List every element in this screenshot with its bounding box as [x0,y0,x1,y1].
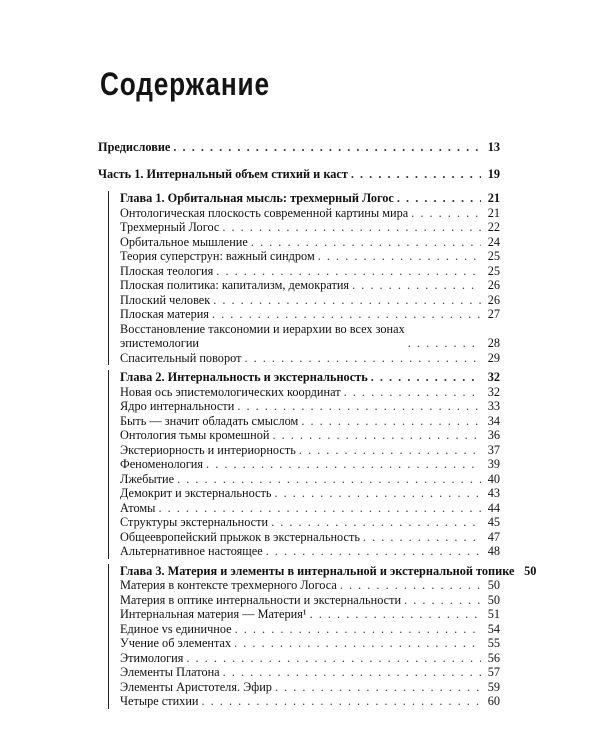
entry-page: 22 [487,220,500,234]
entry-page: 24 [487,234,500,249]
entry-page: 50 [524,563,537,578]
leader-dots [310,607,481,622]
entry-page: 51 [487,607,500,621]
leader-dots [344,385,481,400]
chapter-group-3 [98,563,537,709]
entry-page: 50 [487,592,500,607]
entry-page: 32 [487,370,500,384]
toc-entry-section[interactable] [120,351,500,366]
toc-entry-section[interactable] [120,399,500,414]
chapter-group-2 [98,370,500,559]
leader-dots [408,336,481,351]
entry-page: 37 [487,442,500,457]
leader-dots [271,515,481,530]
page-title: Содержание [100,66,270,102]
leader-dots [363,530,481,545]
toc-entry-section[interactable] [120,544,500,559]
leader-dots [186,651,481,666]
leader-dots [202,694,482,709]
leader-dots [212,307,481,322]
entry-page: 48 [487,544,500,558]
toc-entry-section[interactable] [120,220,500,235]
leader-dots [351,167,481,182]
entry-label: Элементы Аристотеля. Эфир [120,679,272,694]
entry-page: 25 [487,263,500,278]
entry-label: Онтология тьмы кромешной [120,428,270,442]
chapter-block [108,563,537,709]
entry-page: 26 [487,278,500,292]
entry-page: 40 [487,471,500,486]
entry-page: 19 [487,166,500,181]
entry-label: Атомы [120,500,156,515]
toc-entry-section[interactable] [120,385,500,400]
entry-label: Материя в контексте трехмерного Логоса [120,578,337,592]
entry-label: Глава 1. Орбитальная мысль: трехмерный Логос [120,191,394,205]
entry-label: Материя в оптике интернальности и экстернальности [120,592,402,607]
entry-page: 21 [487,191,500,205]
entry-label: Этимология [120,650,184,665]
entry-label: Трехмерный Логос [120,220,220,234]
entry-page: 32 [487,384,500,399]
entry-page: 55 [487,636,500,650]
entry-label: Спасительный поворот [120,350,242,365]
toc-entry-chapter-3[interactable] [120,563,537,579]
entry-label: Часть 1. Интернальный объем стихий и каст [98,166,348,181]
chapter-block [108,370,500,559]
toc-entry-chapter-1[interactable] [120,191,500,206]
entry-label: Новая ось эпистемологических координат [120,384,341,399]
entry-page: 44 [487,500,500,515]
toc-entry-section[interactable] [120,414,500,429]
leader-dots [173,140,481,155]
leader-dots [235,622,481,637]
toc-entry-section[interactable] [120,278,500,293]
toc-entry-section[interactable] [120,636,500,651]
entry-label: Плоская материя [120,307,209,321]
toc-entry-section[interactable] [120,515,500,530]
leader-dots [404,593,481,608]
toc-entry-section[interactable] [120,578,500,593]
entry-label: Демокрит и экстернальность [120,486,272,500]
toc-entry-section[interactable] [120,249,500,264]
leader-dots [299,443,481,458]
entry-label: Структуры экстернальности [120,515,269,529]
entry-label: Единое vs единичное [120,621,232,636]
leader-dots [177,472,481,487]
entry-label: Ядро интернальности [120,399,235,413]
chapters-list [98,191,537,709]
entry-page: 26 [487,292,500,307]
table-of-contents [98,140,537,714]
leader-dots [222,220,481,235]
chapter-block [108,191,500,365]
toc-entry-preface[interactable] [98,140,500,155]
entry-label: Глава 3. Материя и элементы в интернальной и экстернальной топике [120,563,515,578]
entry-label: Экстериорность и интериорность [120,442,296,457]
entry-label: Плоская теология [120,263,214,278]
entry-label: Общеевропейский прыжок в экстернальность [120,529,360,544]
toc-entry-section[interactable] [120,501,500,516]
entry-page: 33 [487,399,500,413]
entry-label [120,322,405,351]
entry-label: Глава 2. Интернальность и экстернальность [120,370,368,384]
entry-page: 50 [487,578,500,592]
toc-entry-section[interactable] [120,607,500,622]
toc-entry-section[interactable] [120,472,500,487]
leader-dots [234,636,481,651]
entry-page: 28 [487,336,500,350]
entry-page: 43 [487,486,500,500]
entry-page: 56 [487,650,500,665]
entry-label: Альтернативное настоящее [120,544,263,558]
toc-entry-section[interactable] [120,665,500,680]
entry-label: Четыре стихии [120,694,199,708]
entry-page: 13 [487,140,500,154]
leader-dots [237,399,481,414]
toc-entry-section[interactable] [120,443,500,458]
entry-label: Лжебытие [120,471,175,486]
entry-page: 39 [487,457,500,471]
entry-page: 29 [487,350,500,365]
leader-dots [318,249,481,264]
leader-dots [352,278,481,293]
toc-entry-section[interactable] [120,322,500,351]
entry-label: Элементы Платона [120,665,220,679]
entry-label: Плоский человек [120,292,211,307]
toc-entry-section[interactable] [120,680,500,695]
toc-entry-section[interactable] [120,593,500,608]
leader-dots [272,428,481,443]
entry-page: 57 [487,665,500,679]
entry-page: 25 [487,249,500,263]
toc-entry-section[interactable] [120,307,500,322]
toc-entry-chapter-2[interactable] [120,370,500,385]
entry-page: 59 [487,679,500,694]
toc-entry-section[interactable] [120,530,500,545]
leader-dots [397,191,481,206]
toc-entry-section[interactable] [120,206,500,221]
toc-entry-section[interactable] [120,235,500,250]
entry-page: 45 [487,515,500,529]
entry-label: Орбитальное мышление [120,234,248,249]
leader-dots [274,486,481,501]
leader-dots [411,206,481,221]
entry-page: 60 [487,694,500,708]
toc-entry-section[interactable] [120,486,500,501]
leader-dots [206,457,481,472]
leader-dots [301,414,481,429]
toc-entry-section[interactable] [120,293,500,308]
leader-dots [340,578,481,593]
leader-dots [275,680,481,695]
toc-entry-section[interactable] [120,694,500,709]
entry-page: 36 [487,428,500,442]
entry-label-line-1: Восстановление таксономии и иерархии во всех зонах [120,321,405,336]
entry-page: 47 [487,529,500,544]
leader-dots [223,665,481,680]
leader-dots [213,293,481,308]
entry-label: Предисловие [98,140,171,154]
entry-page: 27 [487,307,500,321]
toc-entry-section[interactable] [120,457,500,472]
entry-label: Плоская политика: капитализм, демократия [120,278,350,292]
entry-page: 34 [487,413,500,428]
entry-label: Теория суперструн: важный синдром [120,249,315,263]
leader-dots [216,264,481,279]
leader-dots [266,544,481,559]
entry-label: Быть — значит обладать смыслом [120,413,299,428]
leader-dots [251,235,481,250]
toc-entry-part-1[interactable] [98,167,500,182]
leader-dots [371,370,481,385]
toc-entry-section[interactable] [120,264,500,279]
entry-label: Феноменология [120,457,204,471]
entry-label: Учение об элементах [120,636,232,650]
entry-page: 54 [487,621,500,636]
leader-dots [158,501,481,516]
entry-label: Онтологическая плоскость современной картины мира [120,205,409,220]
toc-entry-section[interactable] [120,428,500,443]
leader-dots [244,351,481,366]
toc-entry-section[interactable] [120,622,500,637]
toc-entry-section[interactable] [120,651,500,666]
entry-page: 21 [487,205,500,220]
entry-label: Интернальная материя — Материя¹ [120,607,307,621]
chapter-group-1 [98,191,500,365]
entry-label-line-2: эпистемологии [120,336,199,350]
